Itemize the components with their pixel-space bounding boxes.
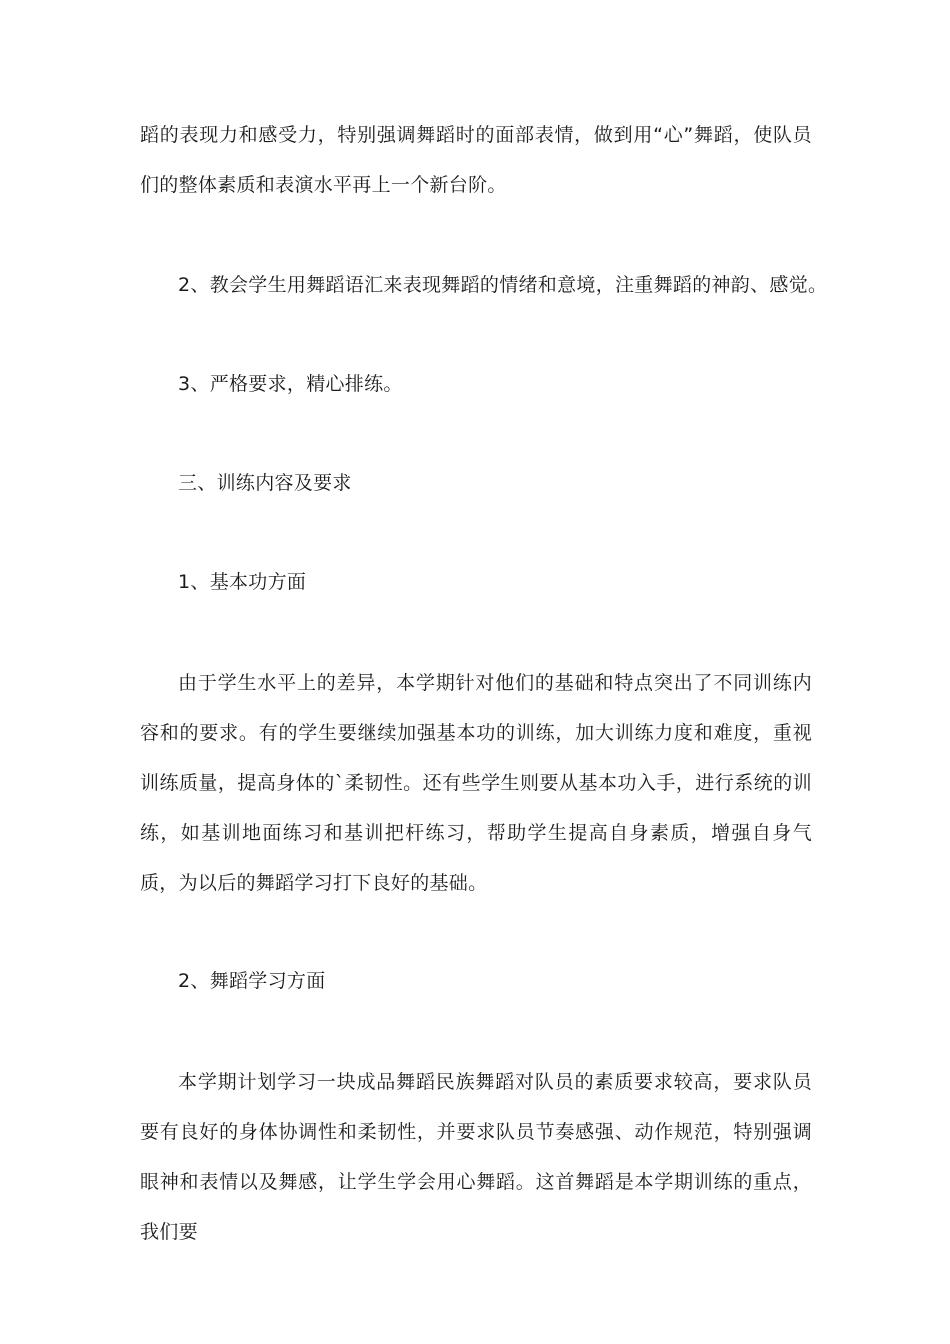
- subheading-basic-skills: 1、基本功方面: [178, 571, 307, 593]
- list-item-2: 2、教会学生用舞蹈语汇来表现舞蹈的情绪和意境，注重舞蹈的神韵、感觉。: [178, 274, 828, 296]
- paragraph-basic-skills: 由于学生水平上的差异，本学期针对他们的基础和特点突出了不同训练内容和的要求。有的学生要继续加强基本功的训练，加大训练力度和难度，重视训练质量，提高身体的`柔韧性。还有些学生则要从基本功入手，进行系统的训练，如基训地面练习和基训把杆练习，帮助学生提高自身素质，增强自身气质，为以后的舞蹈学习打下良好的基础。: [140, 672, 812, 894]
- section-heading-3: 三、训练内容及要求: [178, 472, 352, 494]
- paragraph-continuation: 蹈的表现力和感受力，特别强调舞蹈时的面部表情，做到用“心”舞蹈，使队员们的整体素质和表演水平再上一个新台阶。: [140, 124, 812, 196]
- paragraph-dance-learning: 本学期计划学习一块成品舞蹈民族舞蹈对队员的素质要求较高，要求队员要有良好的身体协调性和柔韧性，并要求队员节奏感强、动作规范，特别强调眼神和表情以及舞感，让学生学会用心舞蹈。这首舞蹈是本学期训练的重点，我们要: [140, 1071, 812, 1243]
- subheading-dance-learning: 2、舞蹈学习方面: [178, 970, 326, 992]
- list-item-3: 3、严格要求，精心排练。: [178, 373, 403, 395]
